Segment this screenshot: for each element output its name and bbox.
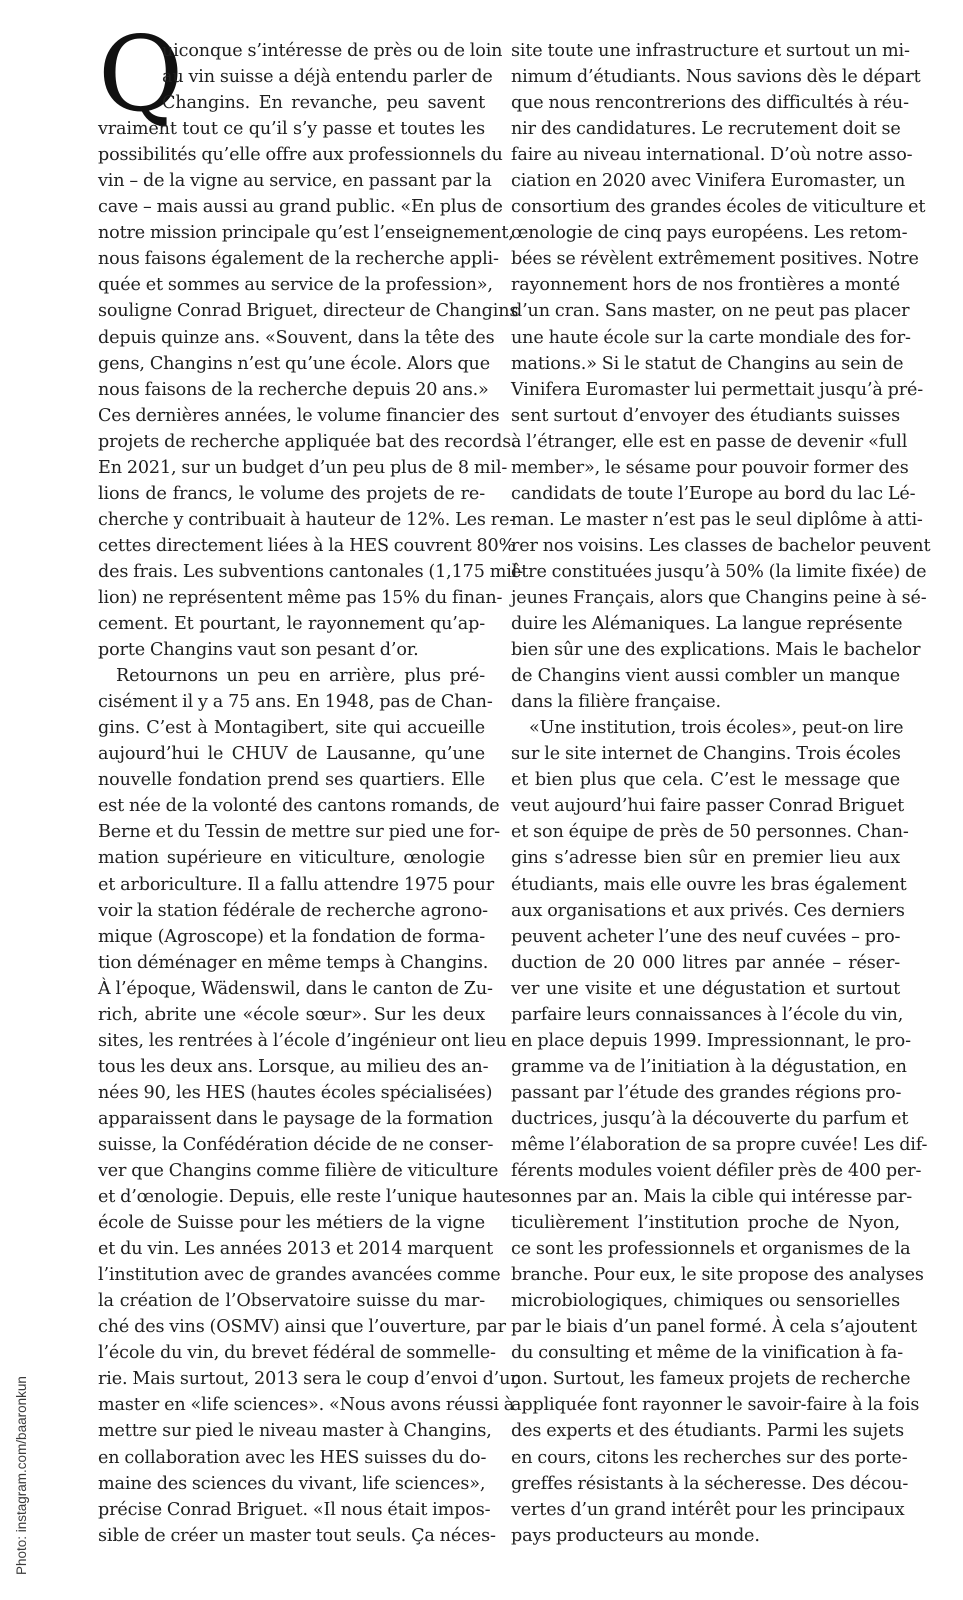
text-line: tous les deux ans. Lorsque, au milieu des an- xyxy=(98,1056,489,1077)
text-line: gramme va de l’initiation à la dégustation, en xyxy=(511,1056,907,1077)
text-line: ticulièrement l’institution proche de Nyon, xyxy=(511,1213,900,1234)
text-line: Retournons un peu en arrière, plus pré- xyxy=(116,666,485,687)
text-line: nir des candidatures. Le recrutement doit se xyxy=(511,119,901,140)
left-column xyxy=(98,38,523,1549)
text-line: quée et sommes au service de la profession», xyxy=(98,275,493,296)
text-line: sur le site internet de Changins. Trois écoles xyxy=(511,744,901,765)
text-line: aujourd’hui le CHUV de Lausanne, qu’une xyxy=(98,744,485,765)
text-line: en place depuis 1999. Impressionnant, le pro- xyxy=(511,1030,911,1051)
text-line: sonnes par an. Mais la cible qui intéresse par- xyxy=(511,1187,913,1208)
text-line: «Une institution, trois écoles», peut-on lire xyxy=(529,718,904,739)
text-line: bien sûr une des explications. Mais le bachelor xyxy=(511,640,921,661)
text-line: notre mission principale qu’est l’enseignement, xyxy=(98,223,514,244)
text-line: école de Suisse pour les métiers de la vigne xyxy=(98,1213,485,1234)
text-line: au vin suisse a déjà entendu parler de xyxy=(162,67,493,88)
text-line: vin – de la vigne au service, en passant par la xyxy=(98,171,492,192)
text-line: Ces dernières années, le volume financier des xyxy=(98,405,500,426)
text-line: nous faisons également de la recherche appli- xyxy=(98,249,499,270)
text-line: veut aujourd’hui faire passer Conrad Briguet xyxy=(511,796,905,817)
text-line: suisse, la Confédération décide de ne conser- xyxy=(98,1134,494,1155)
text-line: ché des vins (OSMV) ainsi que l’ouverture, par xyxy=(98,1317,506,1338)
text-line: nous faisons de la recherche depuis 20 ans.» xyxy=(98,379,489,400)
text-line: nimum d’étudiants. Nous savions dès le départ xyxy=(511,67,921,88)
text-line: la création de l’Observatoire suisse du mar- xyxy=(98,1291,485,1312)
text-line: lion) ne représentent même pas 15% du finan- xyxy=(98,587,503,608)
text-line: master en «life sciences». «Nous avons réussi à xyxy=(98,1395,515,1416)
text-line: lions de francs, le volume des projets de re- xyxy=(98,483,485,504)
text-line: rie. Mais surtout, 2013 sera le coup d’envoi d’un xyxy=(98,1369,522,1390)
text-line: rich, abrite une «école sœur». Sur les deux xyxy=(98,1004,485,1025)
text-line: cement. Et pourtant, le rayonnement qu’ap- xyxy=(98,614,485,635)
text-line: Vinifera Euromaster lui permettait jusqu’à pré- xyxy=(511,379,924,400)
text-line: nouvelle fondation prend ses quartiers. Elle xyxy=(98,770,485,791)
text-line: depuis quinze ans. «Souvent, dans la tête des xyxy=(98,327,495,348)
text-line: tion déménager en même temps à Changins. xyxy=(98,952,489,973)
photo-credit: Photo: instagram.com/baaronkun xyxy=(14,1376,29,1575)
text-line: l’institution avec de grandes avancées comme xyxy=(98,1265,501,1286)
text-line: peuvent acheter l’une des neuf cuvées – pro- xyxy=(511,926,901,947)
text-line: duire les Alémaniques. La langue représente xyxy=(511,614,903,635)
text-line: ciation en 2020 avec Vinifera Euromaster, un xyxy=(511,171,906,192)
text-line: gins s’adresse bien sûr en premier lieu aux xyxy=(511,848,900,869)
text-line: member», le sésame pour pouvoir former des xyxy=(511,457,909,478)
text-line: souligne Conrad Briguet, directeur de Changins xyxy=(98,301,519,322)
text-line: de Changins vient aussi combler un manque xyxy=(511,666,900,687)
text-line: projets de recherche appliquée bat des records. xyxy=(98,431,517,452)
text-line: apparaissent dans le paysage de la formation xyxy=(98,1108,493,1129)
text-line: çon. Surtout, les fameux projets de recherche xyxy=(511,1369,911,1390)
text-line: voir la station fédérale de recherche agrono- xyxy=(98,900,488,921)
text-line: en cours, citons les recherches sur des porte- xyxy=(511,1447,908,1468)
text-line: et son équipe de près de 50 personnes. Chan- xyxy=(511,822,909,843)
text-line: appliquée font rayonner le savoir-faire à la fois xyxy=(511,1395,920,1416)
text-line: microbiologiques, chimiques ou sensorielles xyxy=(511,1291,900,1312)
text-line: précise Conrad Briguet. «Il nous était impos- xyxy=(98,1499,491,1520)
text-line: sent surtout d’envoyer des étudiants suisses xyxy=(511,405,900,426)
text-line: aux organisations et aux privés. Ces derniers xyxy=(511,900,905,921)
text-line: passant par l’étude des grandes régions pro- xyxy=(511,1082,902,1103)
text-line: man. Le master n’est pas le seul diplôme à atti- xyxy=(511,509,923,530)
text-line: cettes directement liées à la HES couvrent 80% xyxy=(98,535,516,556)
text-line: mation supérieure en viticulture, œnologie xyxy=(98,848,485,869)
text-line: et arboriculture. Il a fallu attendre 1975 pour xyxy=(98,874,494,895)
text-line: gins. C’est à Montagibert, site qui accueille xyxy=(98,718,485,739)
text-line: vertes d’un grand intérêt pour les principaux xyxy=(511,1499,905,1520)
text-line: Changins. En revanche, peu savent xyxy=(162,93,485,114)
text-line: greffes résistants à la sécheresse. Des décou- xyxy=(511,1473,909,1494)
text-line: du consulting et même de la vinification à fa- xyxy=(511,1343,904,1364)
text-line: maine des sciences du vivant, life sciences», xyxy=(98,1473,486,1494)
text-line: possibilités qu’elle offre aux professionnels du xyxy=(98,145,503,166)
text-line: pays producteurs au monde. xyxy=(511,1525,760,1546)
text-line: que nous rencontrerions des difficultés à réu- xyxy=(511,93,909,114)
text-line: jeunes Français, alors que Changins peine à sé- xyxy=(511,587,927,608)
text-line: ver que Changins comme filière de viticulture xyxy=(98,1161,499,1182)
right-column xyxy=(511,38,931,1549)
drop-cap: Q xyxy=(98,13,184,135)
text-line: et du vin. Les années 2013 et 2014 marquent xyxy=(98,1239,494,1260)
text-line: site toute une infrastructure et surtout un mi- xyxy=(511,41,910,61)
text-line: consortium des grandes écoles de viticulture et xyxy=(511,197,926,218)
text-line: sible de créer un master tout seuls. Ça néces- xyxy=(98,1525,496,1546)
text-line: ce sont les professionnels et organismes de la xyxy=(511,1239,911,1260)
text-line: par le biais d’un panel formé. À cela s’ajoutent xyxy=(511,1317,918,1338)
text-line: ductrices, jusqu’à la découverte du parfum et xyxy=(511,1108,909,1129)
text-line: être constituées jusqu’à 50% (la limite fixée) de xyxy=(511,561,927,582)
text-line: En 2021, sur un budget d’un peu plus de 8 mil- xyxy=(98,457,508,478)
text-line: étudiants, mais elle ouvre les bras également xyxy=(511,874,907,895)
text-line: nées 90, les HES (hautes écoles spécialisées) xyxy=(98,1082,493,1103)
text-line: mettre sur pied le niveau master à Changins, xyxy=(98,1421,492,1442)
text-line: férents modules voient défiler près de 400 per- xyxy=(511,1161,922,1182)
text-line: bées se révèlent extrêmement positives. Notre xyxy=(511,249,919,270)
text-line: mique (Agroscope) et la fondation de forma- xyxy=(98,926,485,947)
text-line: rer nos voisins. Les classes de bachelor peuvent xyxy=(511,535,931,556)
text-line: Berne et du Tessin de mettre sur pied une for- xyxy=(98,822,500,843)
text-line: en collaboration avec les HES suisses du do- xyxy=(98,1447,487,1468)
text-line: duction de 20 000 litres par année – réser- xyxy=(511,952,900,973)
text-line: gens, Changins n’est qu’une école. Alors que xyxy=(98,353,490,374)
text-line: est née de la volonté des cantons romands, de xyxy=(98,796,500,817)
text-line: ver une visite et une dégustation et surtout xyxy=(511,978,900,999)
text-line: parfaire leurs connaissances à l’école du vin, xyxy=(511,1004,904,1025)
text-line: rayonnement hors de nos frontières a monté xyxy=(511,275,900,296)
text-line: porte Changins vaut son pesant d’or. xyxy=(98,640,419,661)
text-line: uiconque s’intéresse de près ou de loin xyxy=(162,41,503,61)
text-line: candidats de toute l’Europe au bord du lac Lé- xyxy=(511,483,916,504)
text-line: d’un cran. Sans master, on ne peut pas placer xyxy=(511,301,910,322)
text-line: œnologie de cinq pays européens. Les retom- xyxy=(511,223,908,244)
text-line: faire au niveau international. D’où notre asso- xyxy=(511,145,913,166)
text-line: une haute école sur la carte mondiale des for- xyxy=(511,327,911,348)
text-line: à l’étranger, elle est en passe de devenir «full xyxy=(511,431,908,452)
text-line: des frais. Les subventions cantonales (1,175 mil- xyxy=(98,561,523,582)
text-line: cisément il y a 75 ans. En 1948, pas de Chan- xyxy=(98,692,493,713)
text-line: sites, les rentrées à l’école d’ingénieur ont lieu xyxy=(98,1030,507,1051)
text-line: et d’œnologie. Depuis, elle reste l’unique haute xyxy=(98,1187,513,1208)
text-line: À l’époque, Wädenswil, dans le canton de Zu- xyxy=(98,978,493,999)
text-line: l’école du vin, du brevet fédéral de sommelle- xyxy=(98,1343,496,1364)
text-line: même l’élaboration de sa propre cuvée! Les dif- xyxy=(511,1134,928,1155)
text-line: branche. Pour eux, le site propose des analyses xyxy=(511,1265,924,1286)
text-line: dans la filière française. xyxy=(511,692,721,713)
text-line: cave – mais aussi au grand public. «En plus de xyxy=(98,197,503,218)
text-line: cherche y contribuait à hauteur de 12%. Les re- xyxy=(98,509,516,530)
text-line: mations.» Si le statut de Changins au sein de xyxy=(511,353,904,374)
text-line: vraiment tout ce qu’il s’y passe et toutes les xyxy=(98,119,485,140)
text-line: et bien plus que cela. C’est le message que xyxy=(511,770,900,791)
text-line: des experts et des étudiants. Parmi les sujets xyxy=(511,1421,905,1442)
